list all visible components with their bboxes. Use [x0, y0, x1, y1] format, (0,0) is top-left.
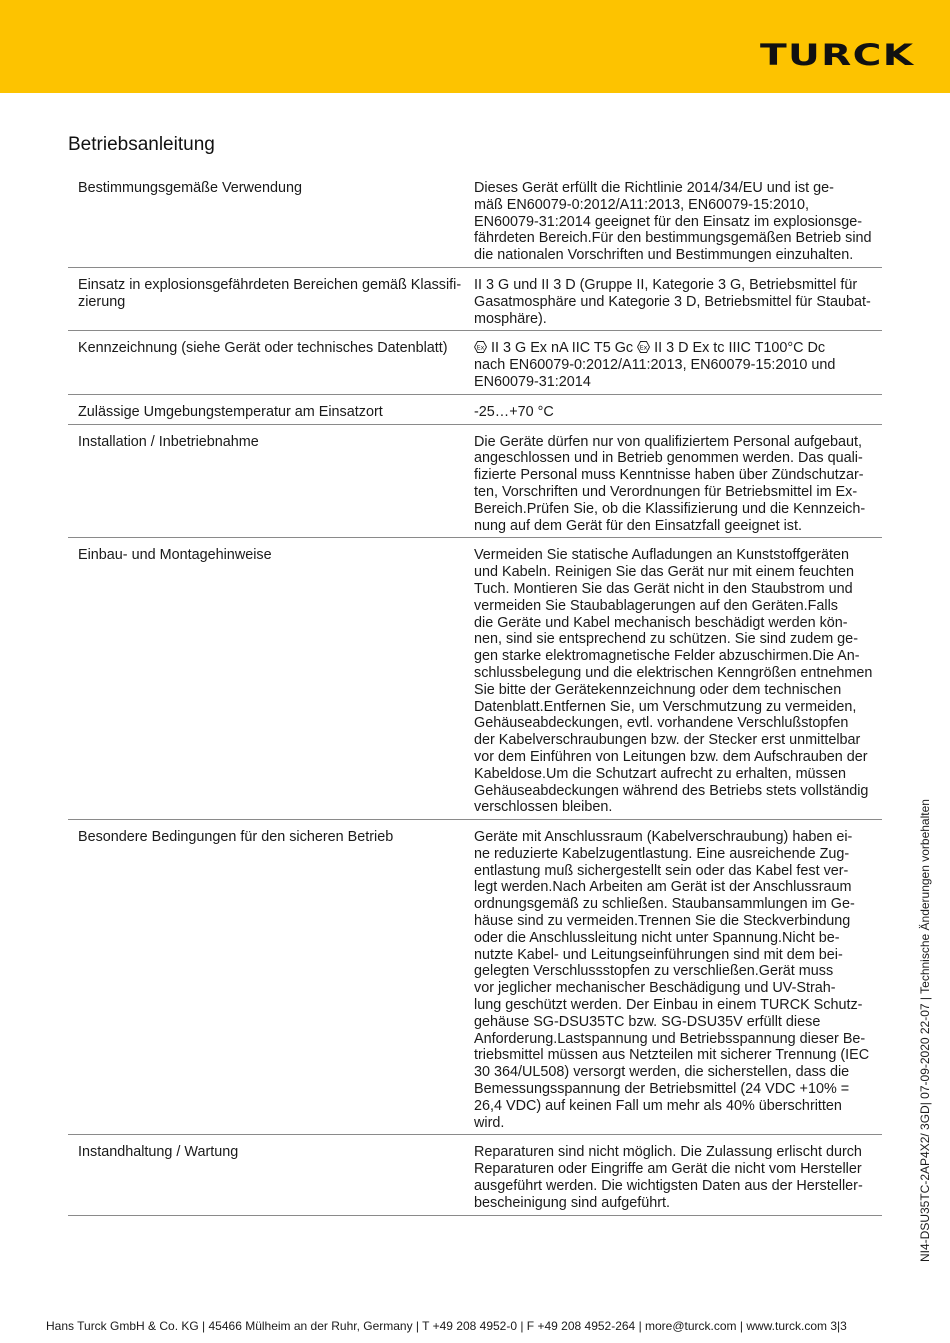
- table-row: [68, 273, 882, 331]
- row-label: Kennzeichnung (siehe Gerät oder technisches Datenblatt): [78, 340, 448, 357]
- table-row: [68, 1140, 882, 1215]
- table-row: [68, 176, 882, 268]
- row-label: Besondere Bedingungen für den sicheren Betrieb: [78, 829, 394, 846]
- row-value: Dieses Gerät erfüllt die Richtlinie 2014/34/EU und ist ge- mäß EN60079-0:2012/A11:2013, EN60079-15:2010, EN60079-31:2014 geeignet für den Einsatz im explosionsge- fährdeten Bereich.Für den bestimmungsgemäßen Betrieb sind die nationalen Vorschriften und Bestimmungen einzuhalten.: [474, 180, 872, 264]
- table-row: [68, 336, 882, 394]
- row-value: -25…+70 °C: [474, 403, 554, 420]
- row-value: II 3 G und II 3 D (Gruppe II, Kategorie 3 G, Betriebsmittel für Gasatmosphäre und Kategorie 3 D, Betriebsmittel für Staubat- mosphäre).: [474, 276, 871, 327]
- row-label: Zulässige Umgebungstemperatur am Einsatzort: [78, 403, 383, 420]
- row-value: Reparaturen sind nicht möglich. Die Zulassung erlischt durch Reparaturen oder Eingriffe am Gerät die nicht vom Hersteller ausgeführt werden. Die wichtigsten Daten aus der Hersteller- bescheinigung sind aufgeführt.: [474, 1144, 863, 1211]
- row-label: Einsatz in explosionsgefährdeten Bereichen gemäß Klassifi- zierung: [78, 276, 462, 310]
- ex-hexagon-icon: [474, 341, 487, 353]
- svg-text:Ex: Ex: [476, 344, 485, 352]
- row-label: Instandhaltung / Wartung: [78, 1144, 239, 1161]
- table-row: [68, 430, 882, 539]
- page-title: Betriebsanleitung: [68, 134, 215, 155]
- row-value: Geräte mit Anschlussraum (Kabelverschraubung) haben ei- ne reduzierte Kabelzugentlastung. Eine ausreichende Zug- entlastung muß sichergestellt sein oder das Kabel fest ver- legt werden.Nach Arbeiten am Gerät ist der Anschlussraum ordnungsgemäß zu schließen. Staubansammlungen im Ge- häuse sind zu vermeiden.Trennen Sie die Steckverbindung oder die Anschlussleitung nicht unter Spannung.Nicht be- nutzte Kabel- und Leitungseinführungen sind mit dem bei- gelegten Verschlussstopfen zu verschließen.Gerät muss vor jeglicher mechanischer Beschädigung und UV-Strah- lung geschützt werden. Der Einbau in einem TURCK Schutz- gehäuse SG-DSU35TC bzw. SG-DSU35V erfüllt diese Anforderung.Lastspannung und Betriebsspannung dieser Be- triebsmittel müssen aus Netzteilen mit sicherer Trennung (IEC 30 364/UL508) versorgt werden, die sicherstellen, dass die Bemessungsspannung der Betriebsmittel (24 VDC +10% = 26,4 VDC) auf keinen Fall um mehr als 40% überschritten wird.: [474, 829, 870, 1131]
- row-label: Installation / Inbetriebnahme: [78, 433, 259, 450]
- table-row: [68, 543, 882, 820]
- table-row: [68, 400, 882, 425]
- row-value: Die Geräte dürfen nur von qualifiziertem Personal aufgebaut, angeschlossen und in Betrieb genommen werden. Das quali- fizierte Personal muss Kenntnisse haben über Zündschutzar- ten, Vorschriften und Verordnungen für Betriebsmittel im Ex- Bereich.Prüfen Sie, ob die Klassifizierung und die Kennzeich- nung auf dem Gerät für den Einsatzfall geeignet ist.: [474, 433, 866, 534]
- row-label: Bestimmungsgemäße Verwendung: [78, 180, 302, 196]
- row-value: Vermeiden Sie statische Aufladungen an Kunststoffgeräten und Kabeln. Reinigen Sie das Gerät nur mit einem feuchten Tuch. Montieren Sie das Gerät nicht in den Staubstrom und vermeiden Sie Staubablagerungen auf den Geräten.Falls die Geräte und Kabel mechanisch beschädigt werden kön- nen, sind sie entsprechend zu schützen. Sie sind zudem ge- gen starke elektromagnetische Felder abzuschirmen.Die An- schlussbelegung und die elektrischen Kenngrößen entnehmen Sie bitte der Gerätekennzeichnung oder dem technischen Datenblatt.Entfernen Sie, um Verschmutzung zu vermeiden, Gehäuseabdeckungen, evtl. vorhandene Verschlußstopfen der Kabelverschraubungen bzw. der Stecker erst unmittelbar vor dem Einführen von Leitungen bzw. dem Aufschrauben der Kabeldose.Um die Schutzart aufrecht zu erhalten, müssen Gehäuseabdeckungen während des Betriebs stets vollständig verschlossen bleiben.: [474, 547, 873, 816]
- instructions-table: [68, 176, 882, 1216]
- side-document-info: NI4-DSU35TC-2AP4X2/ 3GD| 07-09-2020 22-07 | Technische Änderungen vorbehalten: [918, 799, 932, 1262]
- turck-logo: TURCK: [759, 38, 914, 72]
- row-label: Einbau- und Montagehinweise: [78, 547, 272, 564]
- header-band: [0, 0, 950, 93]
- svg-text:Ex: Ex: [639, 344, 648, 352]
- ex-marking-line: Ex II 3 G Ex nA IIC T5 Gc Ex II 3 D Ex tc IIIC T100°C Dc: [474, 340, 882, 357]
- row-value: Ex II 3 G Ex nA IIC T5 Gc Ex II 3 D Ex tc IIIC T100°C Dc nach EN60079-0:2012/A11:2013, EN60079-15:2010 und EN60079-31:2014: [474, 340, 882, 390]
- ex-hexagon-icon: [637, 341, 650, 353]
- table-row: [68, 825, 882, 1135]
- footer-contact: Hans Turck GmbH & Co. KG | 45466 Mülheim an der Ruhr, Germany | T +49 208 4952-0 | F +49 208 4952-264 | more@turck.com | www.turck.com 3|3: [46, 1319, 847, 1333]
